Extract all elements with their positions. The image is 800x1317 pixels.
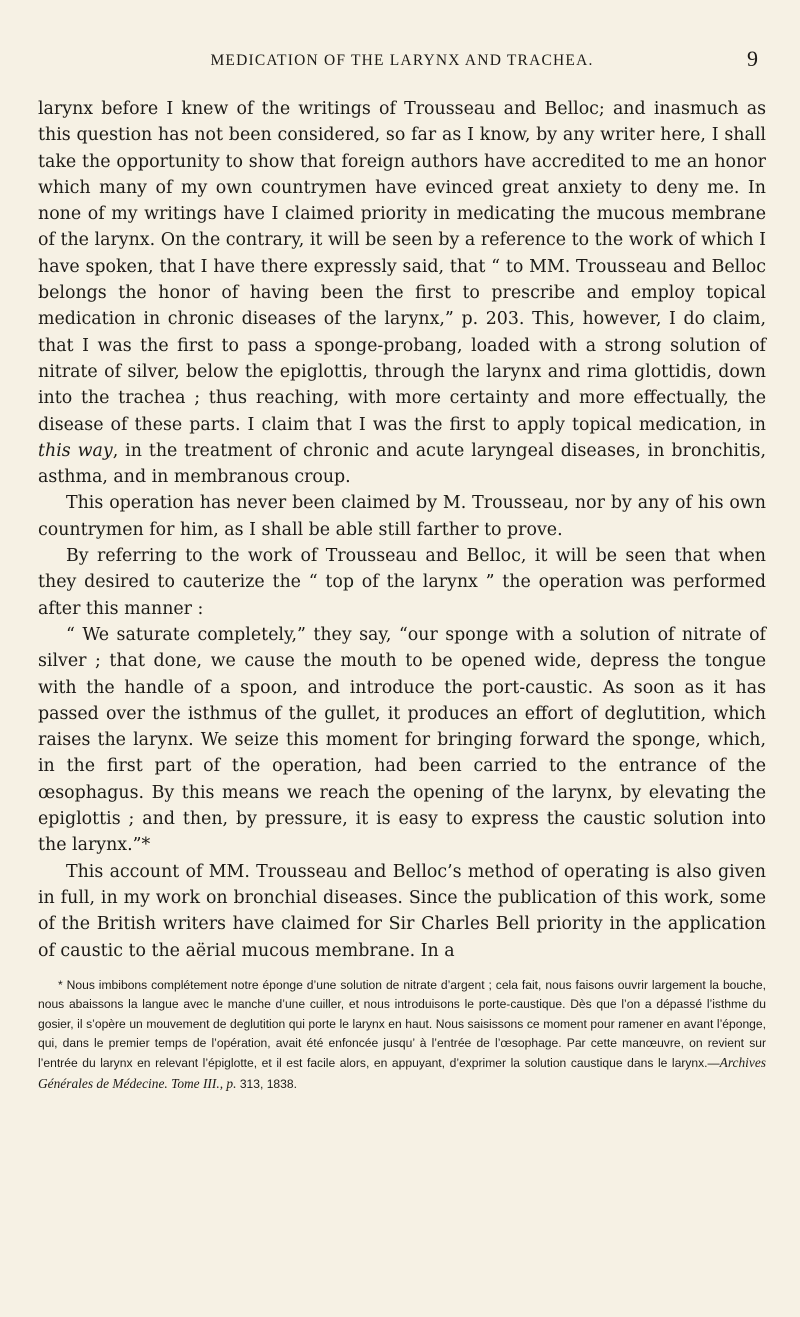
page-number: 9 [747, 46, 758, 71]
paragraph: “ We saturate completely,” they say, “our sponge with a solution of nitrate of silver ; that done, we cause the mouth to be opened wide, depress the tongue with the handle of a spoon, and introduce the port-caustic. As soon as it has passed over the isthmus of the gullet, it produces an effort of deglutition, which raises the larynx. We seize this moment for bringing forward the sponge, which, in the first part of the operation, had been carried to the entrance of the œsophagus. By this means we reach the opening of the larynx, by elevating the epiglottis ; and then, by pressure, it is easy to express the caustic solution into the larynx.”* [38, 624, 766, 856]
footnote-text: * Nous imbibons complétement notre éponge d’une solution de nitrate d’argent ; cela fait, nous faisons ouvrir largement la bouche, nous abaissons la langue avec le manche d’une cuiller, et nous introduisons le porte-caustique. Dès que l’on a dépassé l’isthme du gosier, il s’opère un mouvement de deglutition qui porte le larynx en haut. Nous saisissons ce moment pour ramener en avant l’éponge, qui, dans le premier temps de l’opération, avait été enfoncée jusqu’ à l’entrée de l’œsophage. Par cette manœuvre, on revient sur l’entrée du larynx en relevant l’épiglotte, et il est facile alors, en appuyant, d’exprimer la solution caustique dans le larynx.—Archives Générales de Médecine. Tome III., p. 313, 1838. [38, 977, 766, 1091]
paragraph: This operation has never been claimed by M. Trousseau, nor by any of his own countrymen for him, as I shall be able still farther to prove. [38, 493, 766, 540]
paragraph: This account of MM. Trousseau and Belloc’s method of operating is also given in full, in my work on bronchial diseases. Since the publication of this work, some of the British writers have claimed for Sir Charles Bell priority in the application of caustic to the aërial mucous membrane. In a [38, 861, 766, 961]
running-header [38, 46, 766, 76]
body-text [38, 96, 766, 964]
footnote [38, 976, 766, 1094]
running-title: MEDICATION OF THE LARYNX AND TRACHEA. [210, 52, 594, 69]
footnote-citation: Archives Générales de Médecine. Tome III., p. [38, 1055, 766, 1091]
paragraph: By referring to the work of Trousseau and Belloc, it will be seen that when they desired to cauterize the “ top of the larynx ” the operation was performed after this manner : [38, 546, 766, 619]
paragraph: larynx before I knew of the writings of Trousseau and Belloc; and inasmuch as this question has not been considered, so far as I know, by any writer here, I shall take the opportunity to show that foreign authors have accredited to me an honor which many of my own countrymen have evinced great anxiety to deny me. In none of my writings have I claimed priority in medicating the mucous membrane of the larynx. On the contrary, it will be seen by a reference to the work of which I have spoken, that I have there expressly said, that “ to MM. Trousseau and Belloc belongs the honor of having been the first to prescribe and employ topical medication in chronic diseases of the larynx,” p. 203. This, however, I do claim, that I was the first to pass a sponge-probang, loaded with a strong solution of nitrate of silver, below the epiglottis, through the larynx and rima glottidis, down into the trachea ; thus reaching, with more certainty and more effectually, the disease of these parts. I claim that I was the first to apply topical medication, in this way, in the treatment of chronic and acute laryngeal diseases, in bronchitis, asthma, and in membranous croup. [38, 99, 766, 488]
emphasis: this way [38, 440, 113, 461]
